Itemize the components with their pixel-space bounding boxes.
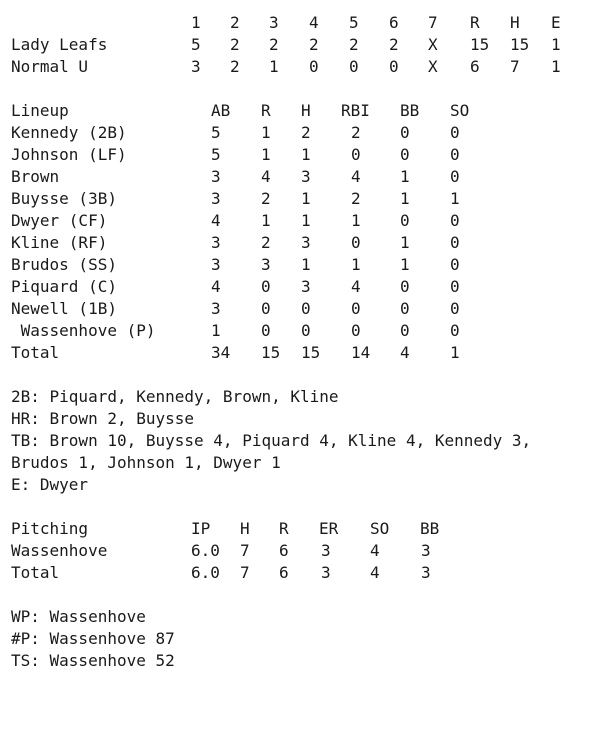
- inning-1-header: 1: [191, 13, 201, 32]
- score-cell: 1: [551, 57, 561, 76]
- hits-header: H: [510, 13, 520, 32]
- stat-cell: 1: [301, 145, 311, 164]
- lineup-row: [11, 210, 601, 232]
- so-header: SO: [370, 519, 390, 538]
- score-cell: 7: [510, 57, 520, 76]
- total-cell: 34: [211, 343, 231, 362]
- score-cell: 1: [551, 35, 561, 54]
- score-cell: 2: [389, 35, 399, 54]
- stat-cell: 2: [351, 189, 361, 208]
- total-cell: 6: [279, 563, 289, 582]
- stat-cell: 2: [301, 123, 311, 142]
- score-cell: 2: [230, 35, 240, 54]
- stat-cell: 3: [301, 233, 311, 252]
- total-cell: 7: [240, 563, 250, 582]
- lineup-row: [11, 298, 601, 320]
- stat-cell: 0: [351, 233, 361, 252]
- score-cell: 5: [191, 35, 201, 54]
- stat-cell: 1: [400, 167, 410, 186]
- stat-cell: 0: [261, 277, 271, 296]
- stat-cell: 1: [261, 211, 271, 230]
- home-runs-note: HR: Brown 2, Buysse: [11, 409, 195, 428]
- stat-cell: 1: [301, 189, 311, 208]
- stat-cell: 0: [450, 211, 460, 230]
- lineup-header-row: [11, 100, 601, 122]
- team-name: Lady Leafs: [11, 35, 108, 54]
- pitcher-name: Wassenhove: [11, 541, 108, 560]
- linescore-header-row: [11, 12, 601, 34]
- player-name: Kline (RF): [11, 233, 108, 252]
- player-name: Kennedy (2B): [11, 123, 127, 142]
- stat-cell: 0: [450, 145, 460, 164]
- stat-cell: 3: [261, 255, 271, 274]
- rbi-header: RBI: [341, 101, 370, 120]
- stat-cell: 0: [450, 299, 460, 318]
- stat-cell: 0: [450, 233, 460, 252]
- total-cell: 3: [321, 563, 331, 582]
- ab-header: AB: [211, 101, 231, 120]
- team-name: Normal U: [11, 57, 89, 76]
- score-cell: 15: [470, 35, 490, 54]
- total-cell: 3: [421, 563, 431, 582]
- lineup-row: [11, 254, 601, 276]
- stat-cell: 0: [400, 211, 410, 230]
- runs-header: R: [470, 13, 480, 32]
- pitching-title: Pitching: [11, 519, 89, 538]
- stat-cell: 1: [211, 321, 221, 340]
- stat-cell: 3: [211, 167, 221, 186]
- stat-cell: 4: [351, 167, 361, 186]
- total-cell: 6.0: [191, 563, 220, 582]
- stat-cell: 0: [400, 145, 410, 164]
- stat-cell: 0: [351, 321, 361, 340]
- stat-cell: 1: [261, 145, 271, 164]
- stat-cell: 3: [211, 189, 221, 208]
- score-cell: 2: [269, 35, 279, 54]
- h-header: H: [240, 519, 250, 538]
- lineup-row: [11, 166, 601, 188]
- pitching-header-row: [11, 518, 601, 540]
- stat-cell: 0: [351, 145, 361, 164]
- player-name: Newell (1B): [11, 299, 117, 318]
- inning-4-header: 4: [309, 13, 319, 32]
- total-label: Total: [11, 563, 60, 582]
- player-name: Dwyer (CF): [11, 211, 108, 230]
- stat-cell: 5: [211, 145, 221, 164]
- total-cell: 15: [301, 343, 321, 362]
- stat-cell: 0: [400, 321, 410, 340]
- stat-cell: 0: [400, 299, 410, 318]
- h-header: H: [301, 101, 311, 120]
- stat-cell: 0: [351, 299, 361, 318]
- player-name: Buysse (3B): [11, 189, 117, 208]
- stat-cell: 4: [261, 167, 271, 186]
- stat-cell: 1: [400, 233, 410, 252]
- lineup-title: Lineup: [11, 101, 69, 120]
- r-header: R: [279, 519, 289, 538]
- inning-3-header: 3: [269, 13, 279, 32]
- inning-7-header: 7: [428, 13, 438, 32]
- stat-cell: 6.0: [191, 541, 220, 560]
- stat-cell: 3: [301, 167, 311, 186]
- linescore-team-row: [11, 34, 601, 56]
- lineup-row: [11, 232, 601, 254]
- stat-cell: 7: [240, 541, 250, 560]
- stat-cell: 0: [450, 277, 460, 296]
- player-name: Piquard (C): [11, 277, 117, 296]
- total-cell: 4: [400, 343, 410, 362]
- stat-cell: 0: [450, 321, 460, 340]
- stat-cell: 0: [450, 123, 460, 142]
- total-bases-note-cont: Brudos 1, Johnson 1, Dwyer 1: [11, 453, 281, 472]
- score-cell: 1: [269, 57, 279, 76]
- score-cell: 2: [309, 35, 319, 54]
- stat-cell: 0: [261, 321, 271, 340]
- score-cell: 6: [470, 57, 480, 76]
- lineup-total-row: [11, 342, 601, 364]
- stat-cell: 1: [261, 123, 271, 142]
- linescore-team-row: [11, 56, 601, 78]
- inning-5-header: 5: [349, 13, 359, 32]
- lineup-row: [11, 320, 601, 342]
- score-cell: 15: [510, 35, 530, 54]
- stat-cell: 6: [279, 541, 289, 560]
- stat-cell: 4: [351, 277, 361, 296]
- stat-cell: 1: [301, 211, 311, 230]
- inning-6-header: 6: [389, 13, 399, 32]
- stat-cell: 0: [400, 277, 410, 296]
- stat-cell: 1: [400, 189, 410, 208]
- player-name: Brown: [11, 167, 60, 186]
- stat-cell: 0: [400, 123, 410, 142]
- score-cell: 0: [309, 57, 319, 76]
- total-cell: 1: [450, 343, 460, 362]
- errors-header: E: [551, 13, 561, 32]
- total-cell: 4: [370, 563, 380, 582]
- stat-cell: 1: [351, 255, 361, 274]
- score-cell: 0: [389, 57, 399, 76]
- bb-header: BB: [420, 519, 440, 538]
- score-cell: X: [428, 35, 438, 54]
- stat-cell: 2: [351, 123, 361, 142]
- stat-cell: 3: [301, 277, 311, 296]
- stat-cell: 2: [261, 189, 271, 208]
- score-cell: 2: [230, 57, 240, 76]
- stat-cell: 3: [321, 541, 331, 560]
- stat-cell: 0: [261, 299, 271, 318]
- total-bases-note: TB: Brown 10, Buysse 4, Piquard 4, Kline 4, Kennedy 3,: [11, 431, 532, 450]
- player-name: Wassenhove (P): [11, 321, 156, 340]
- lineup-row: [11, 276, 601, 298]
- total-label: Total: [11, 343, 60, 362]
- lineup-row: [11, 144, 601, 166]
- stat-cell: 0: [450, 255, 460, 274]
- stat-cell: 3: [421, 541, 431, 560]
- lineup-row: [11, 122, 601, 144]
- inning-2-header: 2: [230, 13, 240, 32]
- stat-cell: 1: [450, 189, 460, 208]
- total-cell: 14: [351, 343, 371, 362]
- pitching-row: [11, 540, 601, 562]
- stat-cell: 3: [211, 233, 221, 252]
- score-cell: 2: [349, 35, 359, 54]
- errors-note: E: Dwyer: [11, 475, 89, 494]
- pitching-total-row: [11, 562, 601, 584]
- pitch-count-note: #P: Wassenhove 87: [11, 629, 175, 648]
- score-cell: 0: [349, 57, 359, 76]
- er-header: ER: [319, 519, 339, 538]
- stat-cell: 0: [301, 321, 311, 340]
- score-cell: X: [428, 57, 438, 76]
- stat-cell: 0: [301, 299, 311, 318]
- stat-cell: 3: [211, 299, 221, 318]
- stat-cell: 4: [211, 211, 221, 230]
- doubles-note: 2B: Piquard, Kennedy, Brown, Kline: [11, 387, 339, 406]
- stat-cell: 1: [301, 255, 311, 274]
- stat-cell: 5: [211, 123, 221, 142]
- stat-cell: 4: [370, 541, 380, 560]
- stat-cell: 0: [450, 167, 460, 186]
- ip-header: IP: [191, 519, 211, 538]
- total-strikes-note: TS: Wassenhove 52: [11, 651, 175, 670]
- stat-cell: 3: [211, 255, 221, 274]
- stat-cell: 1: [400, 255, 410, 274]
- stat-cell: 4: [211, 277, 221, 296]
- bb-header: BB: [400, 101, 420, 120]
- winning-pitcher-note: WP: Wassenhove: [11, 607, 146, 626]
- total-cell: 15: [261, 343, 281, 362]
- stat-cell: 2: [261, 233, 271, 252]
- score-cell: 3: [191, 57, 201, 76]
- so-header: SO: [450, 101, 470, 120]
- stat-cell: 1: [351, 211, 361, 230]
- player-name: Brudos (SS): [11, 255, 117, 274]
- lineup-row: [11, 188, 601, 210]
- player-name: Johnson (LF): [11, 145, 127, 164]
- r-header: R: [261, 101, 271, 120]
